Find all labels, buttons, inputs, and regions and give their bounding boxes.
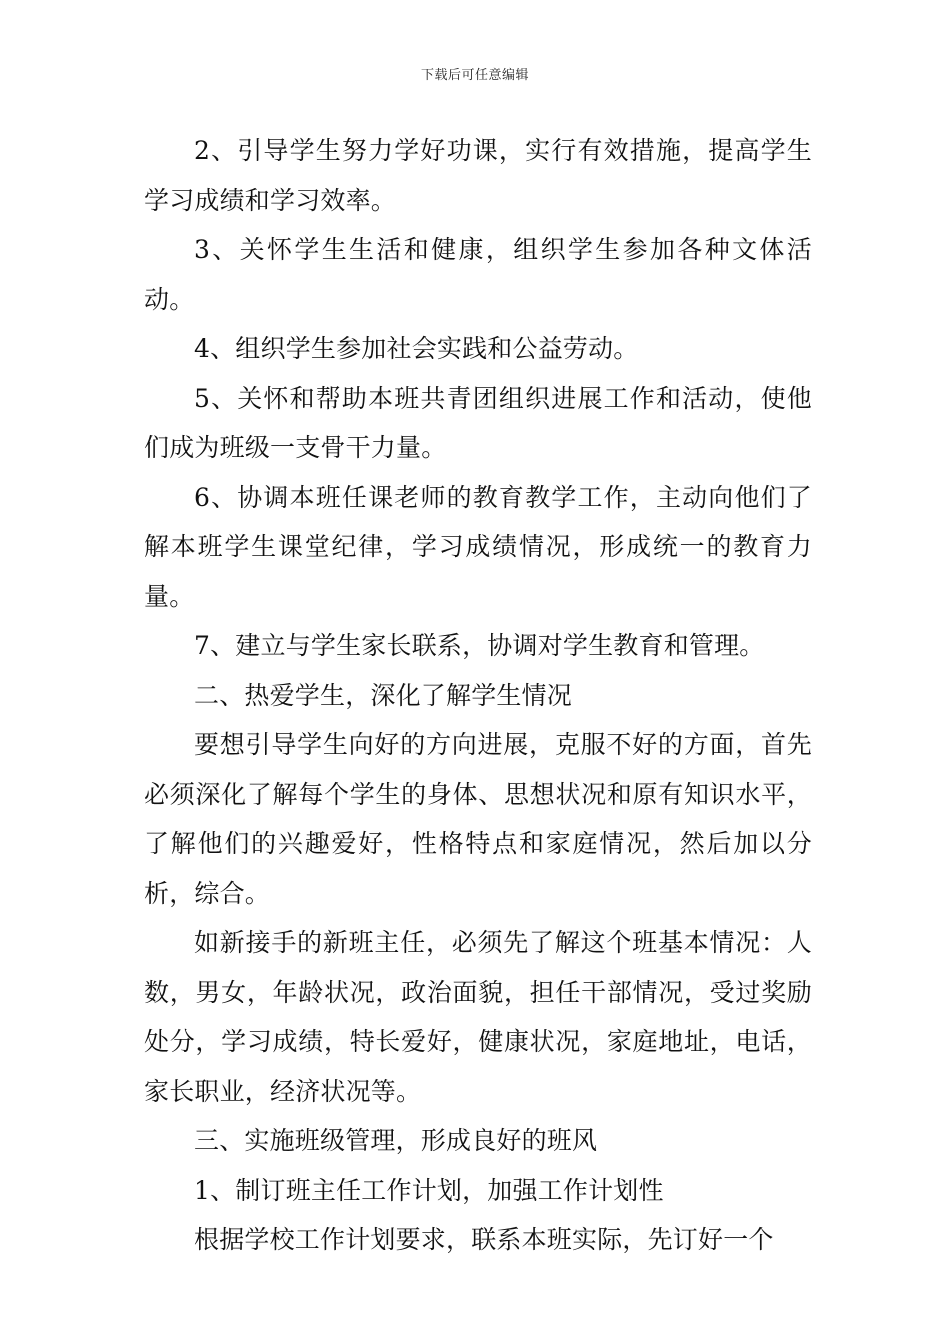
paragraph-item-4: 4、组织学生参加社会实践和公益劳动。 (194, 334, 639, 363)
paragraph-item-3: 3、关怀学生生活和健康，组织学生参加各种文体活动。 (144, 235, 812, 314)
paragraph-item-6: 6、协调本班任课老师的教育教学工作，主动向他们了解本班学生课堂纪律，学习成绩情况，形成统一的教育力量。 (144, 482, 812, 611)
section-heading-2: 二、热爱学生，深化了解学生情况 (194, 680, 573, 710)
paragraph-item-7: 7、建立与学生家长联系，协调对学生教育和管理。 (194, 631, 765, 660)
paragraph-item-5: 5、关怀和帮助本班共青团组织进展工作和活动，使他们成为班级一支骨干力量。 (144, 383, 812, 462)
body-paragraph: 如新接手的新班主任，必须先了解这个班基本情况：人数，男女，年龄状况，政治面貌，担任干部情况，受过奖励处分，学习成绩，特长爱好，健康状况，家庭地址，电话，家长职业，经济状况等。 (144, 928, 812, 1106)
section-heading-3: 三、实施班级管理，形成良好的班风 (194, 1126, 598, 1155)
document-body (144, 126, 812, 1265)
page-header: 下载后可任意编辑 (420, 68, 529, 83)
subsection-heading-1: 1、制订班主任工作计划，加强工作计划性 (194, 1175, 664, 1205)
body-paragraph: 要想引导学生向好的方向进展，克服不好的方面，首先必须深化了解每个学生的身体、思想状况和原有知识水平，了解他们的兴趣爱好，性格特点和家庭情况，然后加以分析，综合。 (144, 730, 812, 908)
body-paragraph: 根据学校工作计划要求，联系本班实际，先订好一个 (194, 1225, 774, 1254)
paragraph-item-2: 2、引导学生努力学好功课，实行有效措施，提高学生学习成绩和学习效率。 (144, 136, 812, 215)
